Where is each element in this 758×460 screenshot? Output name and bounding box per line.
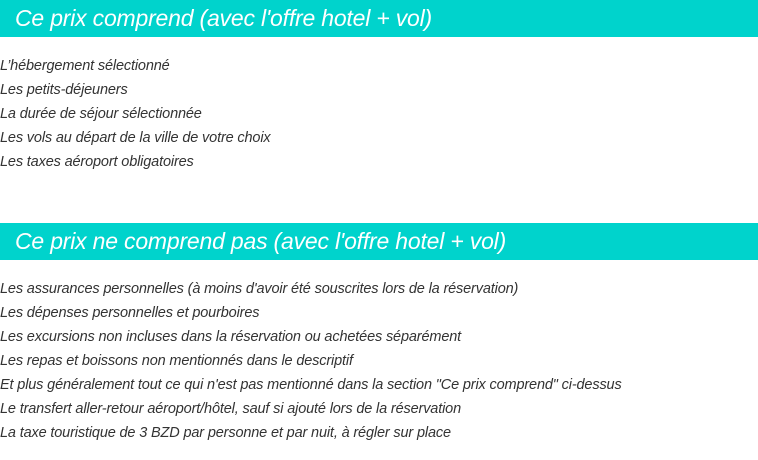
includes-header — [0, 0, 758, 37]
excludes-header — [0, 223, 758, 260]
excludes-title: Ce prix ne comprend pas (avec l'offre hotel + vol) — [15, 228, 507, 254]
excludes-item: Le transfert aller-retour aéroport/hôtel, sauf si ajouté lors de la réservation — [0, 401, 461, 417]
excludes-item: Les excursions non incluses dans la réservation ou achetées séparément — [0, 329, 462, 345]
excludes-list — [0, 277, 622, 445]
includes-item: L’hébergement sélectionné — [0, 58, 170, 74]
includes-list — [0, 54, 271, 174]
excludes-item: Les assurances personnelles (à moins d'avoir été souscrites lors de la réservation) — [0, 281, 519, 297]
includes-item: Les taxes aéroport obligatoires — [0, 154, 194, 170]
excludes-item: Les repas et boissons non mentionnés dans le descriptif — [0, 353, 353, 369]
includes-item: Les petits-déjeuners — [0, 82, 128, 98]
excludes-item: La taxe touristique de 3 BZD par personne et par nuit, à régler sur place — [0, 425, 451, 441]
includes-item: La durée de séjour sélectionnée — [0, 106, 202, 122]
excludes-item: Les dépenses personnelles et pourboires — [0, 305, 260, 321]
includes-title: Ce prix comprend (avec l'offre hotel + vol) — [15, 5, 433, 31]
excludes-item: Et plus généralement tout ce qui n'est pas mentionné dans la section "Ce prix comprend" ci-dessus — [0, 377, 622, 393]
includes-item: Les vols au départ de la ville de votre choix — [0, 130, 271, 146]
